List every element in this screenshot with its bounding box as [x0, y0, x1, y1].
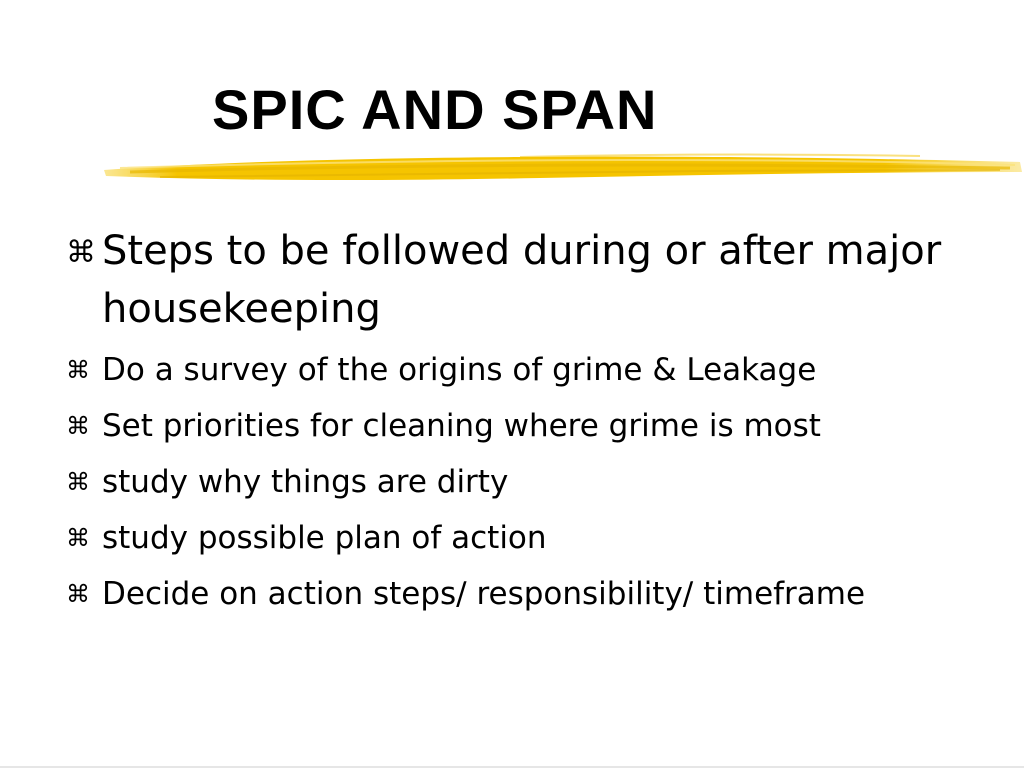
- bullet-item: [62, 516, 962, 560]
- bullet-text: Set priorities for cleaning where grime is most: [102, 408, 821, 444]
- command-key-icon: ⌘: [66, 524, 90, 552]
- bullet-text: Decide on action steps/ responsibility/ timeframe: [102, 576, 866, 612]
- bullet-item: [62, 404, 962, 448]
- bullet-text: Steps to be followed during or after major housekeeping: [102, 228, 942, 332]
- yellow-brush-stroke: [100, 148, 1024, 190]
- bullet-item: [62, 222, 962, 338]
- command-key-icon: ⌘: [66, 356, 90, 384]
- bullet-item: [62, 348, 962, 392]
- bullet-item: [62, 460, 962, 504]
- bullet-text: Do a survey of the origins of grime & Leakage: [102, 352, 817, 388]
- bullet-text: study possible plan of action: [102, 520, 547, 556]
- slide-title: SPIC AND SPAN: [212, 78, 658, 141]
- bullet-text: study why things are dirty: [102, 464, 509, 500]
- command-key-icon: ⌘: [66, 412, 90, 440]
- command-key-icon: ⌘: [66, 235, 96, 270]
- command-key-icon: ⌘: [66, 468, 90, 496]
- command-key-icon: ⌘: [66, 580, 90, 608]
- bullet-list: [62, 222, 962, 628]
- bullet-item: [62, 572, 962, 616]
